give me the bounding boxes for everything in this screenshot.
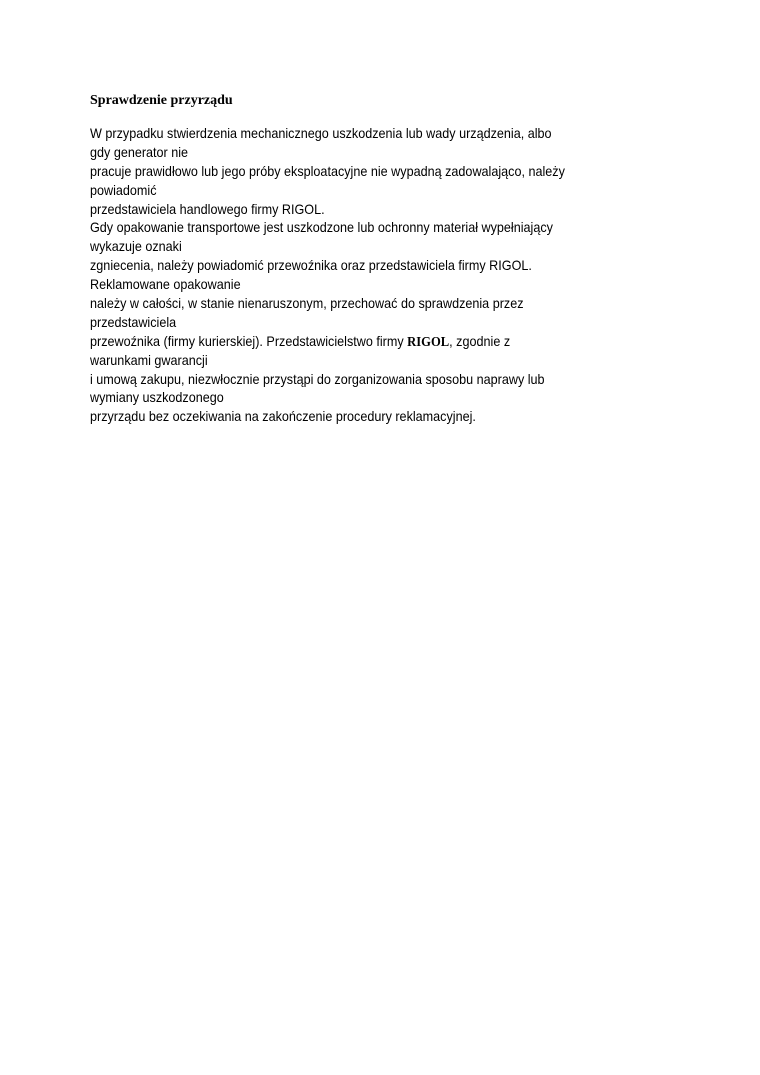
text-line: gdy generator nie bbox=[90, 143, 189, 160]
text-line: Reklamowane opakowanie bbox=[90, 276, 241, 293]
text-line: i umową zakupu, niezwłocznie przystąpi do zorganizowania sposobu naprawy lub bbox=[90, 370, 545, 387]
brand-name: RIGOL bbox=[407, 334, 450, 350]
text-line-with-brand bbox=[90, 332, 621, 351]
text-line: przedstawiciela bbox=[90, 313, 177, 330]
text-line: wymiany uszkodzonego bbox=[90, 389, 224, 406]
text-line: należy w całości, w stanie nienaruszonym, przechować do sprawdzenia przez bbox=[90, 295, 524, 312]
body-paragraph bbox=[90, 124, 680, 426]
text-segment: przewoźnika (firmy kurierskiej). Przedstawicielstwo firmy bbox=[90, 332, 408, 349]
text-line: warunkami gwarancji bbox=[90, 351, 208, 368]
text-segment: , zgodnie z bbox=[449, 332, 511, 349]
text-line: W przypadku stwierdzenia mechanicznego uszkodzenia lub wady urządzenia, albo bbox=[90, 125, 552, 141]
text-line: wykazuje oznaki bbox=[90, 238, 182, 255]
text-line: pracuje prawidłowo lub jego próby eksploatacyjne nie wypadną zadowalająco, należy bbox=[90, 162, 565, 179]
text-line: zgniecenia, należy powiadomić przewoźnika oraz przedstawiciela firmy RIGOL. bbox=[90, 257, 532, 274]
text-line: powiadomić bbox=[90, 181, 157, 198]
text-line: przyrządu bez oczekiwania na zakończenie procedury reklamacyjnej. bbox=[90, 408, 476, 425]
text-line: Gdy opakowanie transportowe jest uszkodzone lub ochronny materiał wypełniający bbox=[90, 219, 553, 236]
section-heading: Sprawdzenie przyrządu bbox=[90, 93, 233, 108]
text-line: przedstawiciela handlowego firmy RIGOL. bbox=[90, 200, 325, 217]
